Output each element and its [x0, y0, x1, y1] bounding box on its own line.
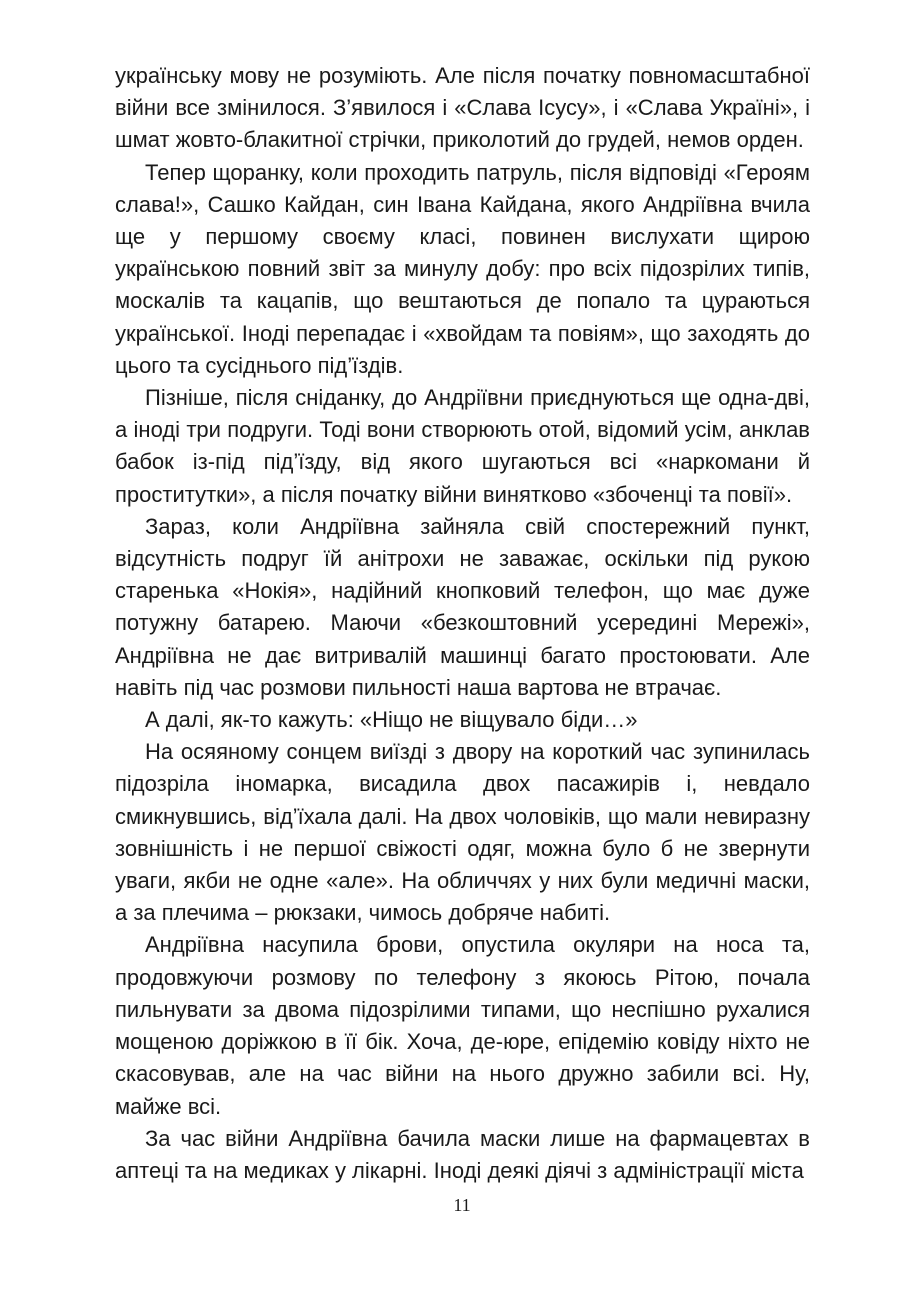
paragraph: Андріївна насупила брови, опустила окуляри на носа та, продовжуючи розмову по телефону з якоюсь Рітою, почала пильнувати за двома підозрілими типами, що неспішно рухалися мощеною доріжкою в її бік. Хоча, де-юре, епідемію ковіду ніхто не скасовував, але на час війни на нього дружно забили всі. Ну, майже всі.	[115, 932, 810, 1119]
paragraph: На осяяному сонцем виїзді з двору на короткий час зупинилась підозріла іномарка, висадила двох пасажирів і, невдало смикнувшись, від’їхала далі. На двох чоловіків, що мали невиразну зовнішність і не першої свіжості одяг, можна було б не звернути уваги, якби не одне «але». На обличчях у них були медичні маски, а за плечима – рюкзаки, чимось добряче набиті.	[115, 739, 810, 926]
page-number: 11	[453, 1195, 471, 1215]
body-text	[115, 60, 810, 1187]
paragraph: А далі, як-то кажуть: «Ніщо не віщувало біди…»	[145, 707, 638, 733]
paragraph-continued: українську мову не розуміють. Але після початку повномасштабної війни все змінилося. З’явилося і «Слава Ісусу», і «Слава Україні», і шмат жовто-блакитної стрічки, приколотий до грудей, немов орден.	[115, 63, 810, 153]
paragraph: Пізніше, після сніданку, до Андріївни приєднуються ще одна-дві, а іноді три подруги. Тоді вони створюють отой, відомий усім, анклав бабок із-під під’їзду, від якого шугаються всі «наркомани й проститутки», а після початку війни винятково «збоченці та повії».	[115, 385, 810, 507]
paragraph: Зараз, коли Андріївна зайняла свій спостережний пункт, відсутність подруг їй анітрохи не заважає, оскільки під рукою старенька «Нокія», надійний кнопковий телефон, що має дуже потужну батарею. Маючи «безкоштовний усередині Мережі», Андріївна не дає витривалій машинці багато простоювати. Але навіть під час розмови пильності наша вартова не втрачає.	[115, 513, 810, 700]
paragraph: Тепер щоранку, коли проходить патруль, після відповіді «Героям слава!», Сашко Кайдан, син Івана Кайдана, якого Андріївна вчила ще у першому своєму класі, повинен вислухати щирою українською повний звіт за минулу добу: про всіх підозрілих типів, москалів та кацапів, що вештаються де попало та цураються української. Іноді перепадає і «хвойдам та повіям», що заходять до цього та сусіднього під’їздів.	[115, 159, 810, 378]
paragraph: За час війни Андріївна бачила маски лише на фармацевтах в аптеці та на медиках у лікарні. Іноді деякі діячі з адміністрації міста	[115, 1125, 810, 1183]
